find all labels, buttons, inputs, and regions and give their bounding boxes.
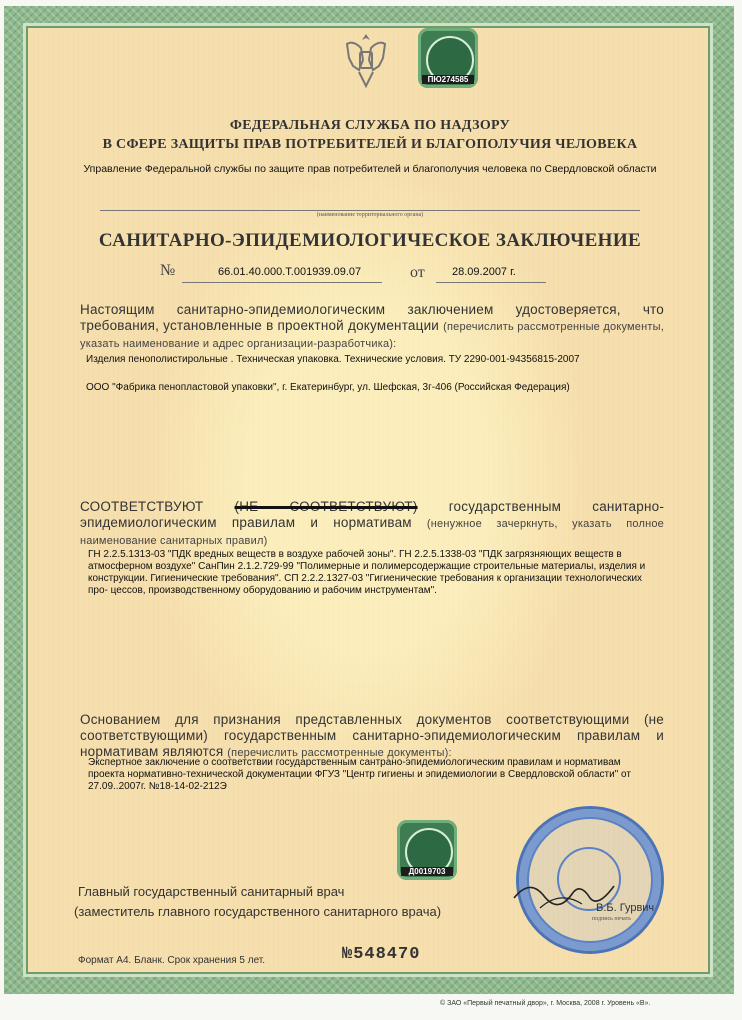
date-underline xyxy=(436,282,546,283)
hologram-bottom xyxy=(397,820,457,880)
expert-conclusion: Экспертное заключение о соответствии государственным сантрано-эпидемиологическим правилам и нормативам проекта нормативно-технической документации ФГУЗ "Центр гигиены и эпидемиологии в Свердловской области" от 27.09..2007г. №18-14-02-212Э xyxy=(88,757,631,792)
section-3-text xyxy=(80,712,664,761)
certificate-date: 28.09.2007 г. xyxy=(452,266,516,278)
agency-line-1: ФЕДЕРАЛЬНАЯ СЛУЖБА ПО НАДЗОРУ xyxy=(229,118,511,133)
hologram-top-number: ПЮ274585 xyxy=(422,75,474,84)
agency-line-2: В СФЕРЕ ЗАЩИТЫ ПРАВ ПОТРЕБИТЕЛЕЙ И БЛАГОПОЛУЧИЯ ЧЕЛОВЕКА xyxy=(102,137,638,152)
section-2-note: (ненужное зачеркнуть, указать полное наименование санитарных правил) xyxy=(80,518,664,547)
hologram-bottom-number: Д0019703 xyxy=(401,867,453,876)
number-underline xyxy=(182,282,382,283)
section-1-statement: Настоящим санитарно-эпидемиологическим заключением удостоверяется, что требования, установленные в проектной документации xyxy=(80,302,664,333)
number-row xyxy=(160,262,580,282)
number-label: № xyxy=(160,262,176,279)
sanitary-rules-list: ГН 2.2.5.1313-03 "ПДК вредных веществ в воздухе рабочей зоны". ГН 2.2.5.1338-03 "ПДК загрязняющих веществ в атмосферном воздухе" СанПин 2.1.2.729-99 "Полимерные и полимерсодержащие строительные материалы, изделия и конструкции. Гигиенические требования". СП 2.2.2.1327-03 "Гигиенические требования к организации технологических про- цессов, производственному оборудованию и рабочим инструментам". xyxy=(88,549,646,596)
blank-serial-number: №548470 xyxy=(342,945,421,964)
not-comply-struck: (НЕ СООТВЕТСТВУЮТ) xyxy=(234,499,418,514)
section-2-statement: государственным санитарно-эпидемиологическим правилам и нормативам xyxy=(80,499,665,530)
format-note: Формат А4. Бланк. Срок хранения 5 лет. xyxy=(78,955,266,966)
signatory-role-1: Главный государственный санитарный врач xyxy=(78,884,345,899)
document-title: САНИТАРНО-ЭПИДЕМИОЛОГИЧЕСКОЕ ЗАКЛЮЧЕНИЕ xyxy=(98,230,642,251)
printer-copyright: © ЗАО «Первый печатный двор», г. Москва, 2008 г. Уровень «В». xyxy=(440,1000,651,1007)
section-2-text xyxy=(80,499,664,549)
comply-word: СООТВЕТСТВУЮТ xyxy=(80,499,204,514)
section-1-text xyxy=(80,302,664,352)
hologram-top xyxy=(418,28,478,88)
date-label: от xyxy=(410,264,425,281)
documents-reviewed: Изделия пенополистирольные . Техническая упаковка. Технические условия. ТУ 2290-001-94356815-2007 xyxy=(86,354,580,365)
section-3-statement: Основанием для признания представленных документов соответствующими (не соответствующими) государственным санитарно-эпидемиологическим правилам и нормативам являются xyxy=(80,712,664,759)
russian-eagle-emblem-icon xyxy=(339,30,393,92)
certificate-number: 66.01.40.000.Т.001939.09.07 xyxy=(218,266,362,278)
signatory-role-2: (заместитель главного государственного санитарного врача) xyxy=(74,904,442,919)
section-3-note: (перечислить рассмотренные документы): xyxy=(227,747,452,759)
org-underline xyxy=(100,210,640,211)
section-1-note: (перечислить рассмотренные документы, указать наименование и адрес организации-разработчика): xyxy=(80,321,664,350)
regional-office-caption: (наименование территориального органа) xyxy=(316,212,424,218)
developer-organization: ООО "Фабрика пенопластовой упаковки", г. Екатеринбург, ул. Шефская, 3г-406 (Российская Федерация) xyxy=(86,382,570,393)
regional-office: Управление Федеральной службы по защите прав потребителей и благополучия человека по Свердловской области xyxy=(83,163,657,175)
signatory-name: В.Б. Гурвич xyxy=(596,902,655,914)
signature-caption: подпись печать xyxy=(592,916,632,922)
